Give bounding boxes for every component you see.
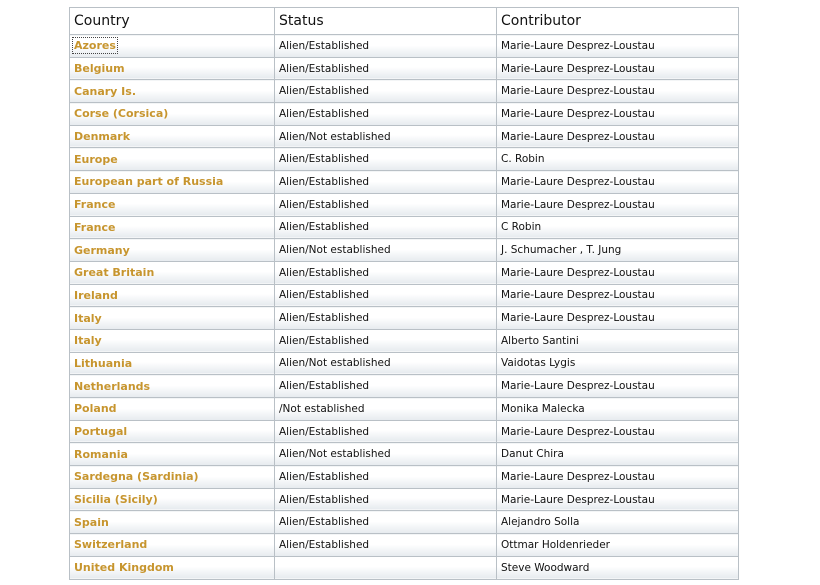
table-row xyxy=(70,148,739,171)
table-row xyxy=(70,466,739,489)
status-cell: Alien/Not established xyxy=(275,352,497,375)
country-cell[interactable] xyxy=(70,35,275,58)
contributor-cell: Marie-Laure Desprez-Loustau xyxy=(497,466,739,489)
country-link[interactable]: Canary Is. xyxy=(74,84,136,98)
contributor-cell: Vaidotas Lygis xyxy=(497,352,739,375)
contributor-cell: Monika Malecka xyxy=(497,398,739,421)
contributor-cell: Marie-Laure Desprez-Loustau xyxy=(497,488,739,511)
country-cell[interactable] xyxy=(70,148,275,171)
table-row xyxy=(70,261,739,284)
country-link[interactable]: Switzerland xyxy=(74,538,148,552)
country-cell[interactable] xyxy=(70,80,275,103)
contributor-cell: Marie-Laure Desprez-Loustau xyxy=(497,125,739,148)
table-row xyxy=(70,57,739,80)
contributor-cell: Marie-Laure Desprez-Loustau xyxy=(497,35,739,58)
table-row xyxy=(70,443,739,466)
status-cell: Alien/Established xyxy=(275,57,497,80)
column-header-country: Country xyxy=(70,8,275,35)
country-cell[interactable] xyxy=(70,57,275,80)
country-link[interactable]: France xyxy=(74,198,116,212)
table-row xyxy=(70,80,739,103)
distribution-table xyxy=(69,7,739,580)
table-row xyxy=(70,352,739,375)
country-link[interactable]: Great Britain xyxy=(74,266,155,280)
country-cell[interactable] xyxy=(70,420,275,443)
contributor-cell: Marie-Laure Desprez-Loustau xyxy=(497,375,739,398)
country-cell[interactable] xyxy=(70,307,275,330)
table-row xyxy=(70,329,739,352)
country-cell[interactable] xyxy=(70,556,275,579)
contributor-cell: Marie-Laure Desprez-Loustau xyxy=(497,57,739,80)
table-row xyxy=(70,193,739,216)
contributor-cell: Alejandro Solla xyxy=(497,511,739,534)
country-cell[interactable] xyxy=(70,466,275,489)
status-cell: Alien/Not established xyxy=(275,125,497,148)
table-row xyxy=(70,307,739,330)
table-row xyxy=(70,556,739,579)
country-link[interactable]: Azores xyxy=(74,39,116,53)
status-cell: Alien/Established xyxy=(275,284,497,307)
contributor-cell: C. Robin xyxy=(497,148,739,171)
contributor-cell: Marie-Laure Desprez-Loustau xyxy=(497,193,739,216)
table-row xyxy=(70,216,739,239)
status-cell: Alien/Established xyxy=(275,488,497,511)
contributor-cell: Danut Chira xyxy=(497,443,739,466)
status-cell: Alien/Established xyxy=(275,329,497,352)
country-link[interactable]: Sardegna (Sardinia) xyxy=(74,470,199,484)
country-link[interactable]: Romania xyxy=(74,447,128,461)
table-row xyxy=(70,420,739,443)
country-cell[interactable] xyxy=(70,125,275,148)
table-row xyxy=(70,239,739,262)
status-cell: /Not established xyxy=(275,398,497,421)
status-cell: Alien/Established xyxy=(275,103,497,126)
country-link[interactable]: Denmark xyxy=(74,130,131,144)
status-cell xyxy=(275,556,497,579)
table-row xyxy=(70,35,739,58)
country-cell[interactable] xyxy=(70,193,275,216)
country-cell[interactable] xyxy=(70,239,275,262)
country-link[interactable]: Corse (Corsica) xyxy=(74,107,169,121)
country-link[interactable]: Netherlands xyxy=(74,379,151,393)
status-cell: Alien/Established xyxy=(275,420,497,443)
country-link[interactable]: Belgium xyxy=(74,62,125,76)
contributor-cell: Ottmar Holdenrieder xyxy=(497,534,739,557)
country-link[interactable]: Germany xyxy=(74,243,130,257)
country-link[interactable]: Portugal xyxy=(74,425,128,439)
status-cell: Alien/Established xyxy=(275,171,497,194)
contributor-cell: J. Schumacher , T. Jung xyxy=(497,239,739,262)
country-link[interactable]: France xyxy=(74,220,116,234)
country-link[interactable]: Italy xyxy=(74,334,102,348)
contributor-cell: Marie-Laure Desprez-Loustau xyxy=(497,307,739,330)
country-cell[interactable] xyxy=(70,329,275,352)
country-cell[interactable] xyxy=(70,488,275,511)
contributor-cell: Marie-Laure Desprez-Loustau xyxy=(497,261,739,284)
contributor-cell: Marie-Laure Desprez-Loustau xyxy=(497,284,739,307)
country-cell[interactable] xyxy=(70,284,275,307)
country-link[interactable]: Europe xyxy=(74,152,118,166)
table-row xyxy=(70,375,739,398)
table-row xyxy=(70,511,739,534)
status-cell: Alien/Established xyxy=(275,35,497,58)
status-cell: Alien/Established xyxy=(275,148,497,171)
country-link[interactable]: Sicilia (Sicily) xyxy=(74,493,158,507)
status-cell: Alien/Established xyxy=(275,511,497,534)
country-cell[interactable] xyxy=(70,171,275,194)
country-cell[interactable] xyxy=(70,352,275,375)
contributor-cell: Marie-Laure Desprez-Loustau xyxy=(497,103,739,126)
country-link[interactable]: European part of Russia xyxy=(74,175,224,189)
country-cell[interactable] xyxy=(70,443,275,466)
contributor-cell: Marie-Laure Desprez-Loustau xyxy=(497,80,739,103)
country-cell[interactable] xyxy=(70,398,275,421)
contributor-cell: C Robin xyxy=(497,216,739,239)
country-link[interactable]: Lithuania xyxy=(74,356,133,370)
country-cell[interactable] xyxy=(70,534,275,557)
country-link[interactable]: Poland xyxy=(74,402,117,416)
country-cell[interactable] xyxy=(70,103,275,126)
country-cell[interactable] xyxy=(70,261,275,284)
contributor-cell: Marie-Laure Desprez-Loustau xyxy=(497,171,739,194)
column-header-contributor: Contributor xyxy=(497,8,739,35)
status-cell: Alien/Established xyxy=(275,193,497,216)
table-row xyxy=(70,171,739,194)
table-row xyxy=(70,284,739,307)
status-cell: Alien/Established xyxy=(275,466,497,489)
country-link[interactable]: Spain xyxy=(74,515,109,529)
country-cell[interactable] xyxy=(70,511,275,534)
status-cell: Alien/Established xyxy=(275,80,497,103)
table-header-row xyxy=(70,8,739,35)
status-cell: Alien/Established xyxy=(275,261,497,284)
column-header-status: Status xyxy=(275,8,497,35)
table-row xyxy=(70,534,739,557)
contributor-cell: Steve Woodward xyxy=(497,556,739,579)
country-cell[interactable] xyxy=(70,216,275,239)
country-cell[interactable] xyxy=(70,375,275,398)
status-cell: Alien/Established xyxy=(275,375,497,398)
contributor-cell: Marie-Laure Desprez-Loustau xyxy=(497,420,739,443)
country-link[interactable]: Ireland xyxy=(74,288,118,302)
table-row xyxy=(70,488,739,511)
status-cell: Alien/Established xyxy=(275,307,497,330)
status-cell: Alien/Established xyxy=(275,534,497,557)
country-link[interactable]: Italy xyxy=(74,311,102,325)
table-row xyxy=(70,125,739,148)
status-cell: Alien/Not established xyxy=(275,239,497,262)
country-link[interactable]: United Kingdom xyxy=(74,561,174,575)
contributor-cell: Alberto Santini xyxy=(497,329,739,352)
table-row xyxy=(70,398,739,421)
table-row xyxy=(70,103,739,126)
distribution-table-container xyxy=(69,7,738,580)
status-cell: Alien/Established xyxy=(275,216,497,239)
status-cell: Alien/Not established xyxy=(275,443,497,466)
